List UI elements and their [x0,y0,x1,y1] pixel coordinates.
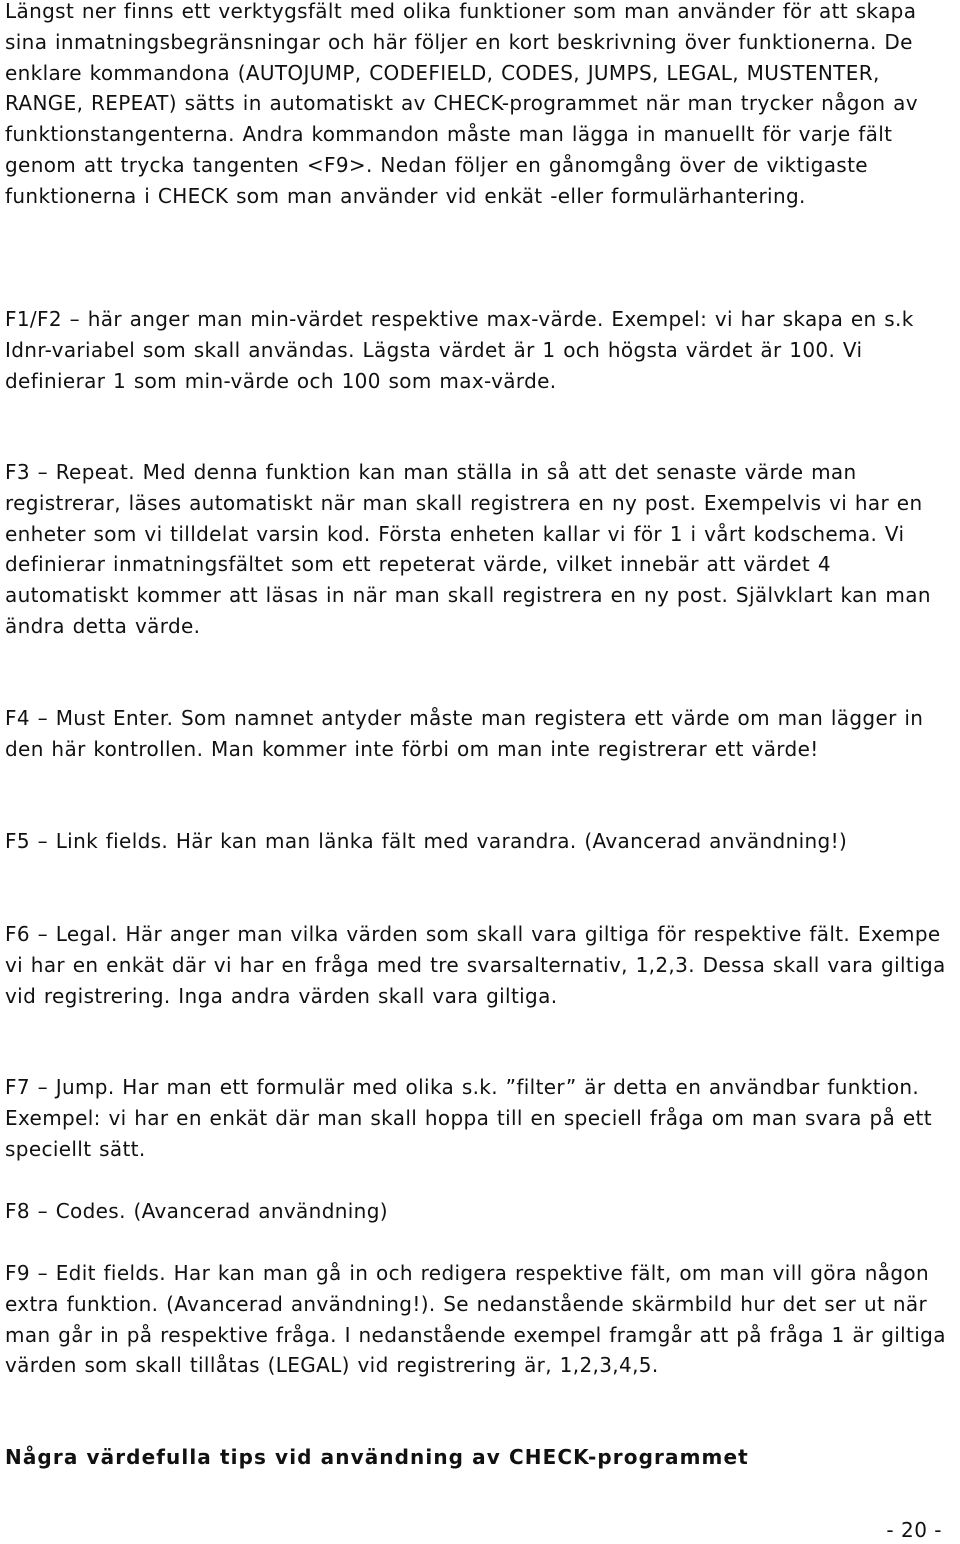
page-number: - 20 - [886,1518,942,1542]
paragraph-f1-f2: F1/F2 – här anger man min-värdet respektive max-värde. Exempel: vi har skapa en s.k Idnr-variabel som skall användas. Lägsta värdet är 1 och högsta värdet är 100. Vi definierar 1 som min-värde och 100 som max-värde. [5,307,914,393]
paragraph-intro: Längst ner finns ett verktygsfält med olika funktioner som man använder för att skapa sina inmatningsbegränsningar och här följer en kort beskrivning över funktionerna. De enklare kommandona (AUTOJUMP, CODEFIELD, CODES, JUMPS, LEGAL, MUSTENTER, RANGE, REPEAT) sätts in automatiskt av CHECK-programmet när man trycker någon av funktionstangenterna. Andra kommandon måste man lägga in manuellt för varje fält genom att trycka tangenten <F9>. Nedan följer en gånomgång över de viktigaste funktionerna i CHECK som man använder vid enkät -eller formulärhantering. [5,0,918,208]
section-heading: Några värdefulla tips vid användning av CHECK-programmet [5,1445,749,1469]
paragraph-f6-legal: F6 – Legal. Här anger man vilka värden som skall vara giltiga för respektive fält. Exempe vi har en enkät där vi har en fråga med tre svarsalternativ, 1,2,3. Dessa skall vara giltiga vid registrering. Inga andra värden skall vara giltiga. [5,922,946,1008]
paragraph-f9-edit-fields: F9 – Edit fields. Har kan man gå in och redigera respektive fält, om man vill göra någon extra funktion. (Avancerad användning!). Se nedanstående skärmbild hur det ser ut när man går in på respektive fråga. I nedanstående exempel framgår att på fråga 1 är giltiga värden som skall tillåtas (LEGAL) vid registrering är, 1,2,3,4,5. [5,1261,946,1378]
paragraph-f4-must-enter: F4 – Must Enter. Som namnet antyder måste man registera ett värde om man lägger in den här kontrollen. Man kommer inte förbi om man inte registrerar ett värde! [5,706,924,761]
paragraph-f5-link-fields: F5 – Link fields. Här kan man länka fält med varandra. (Avancerad användning!) [5,829,848,853]
paragraph-f8-codes: F8 – Codes. (Avancerad användning) [5,1199,388,1223]
paragraph-f7-jump: F7 – Jump. Har man ett formulär med olika s.k. ”filter” är detta en användbar funktion. Exempel: vi har en enkät där man skall hoppa till en speciell fråga om man svara på ett speciellt sätt. [5,1075,932,1161]
paragraph-f3-repeat: F3 – Repeat. Med denna funktion kan man ställa in så att det senaste värde man registrerar, läses automatiskt när man skall registrera en ny post. Exempelvis vi har en enheter som vi tilldelat varsin kod. Första enheten kallar vi för 1 i vårt kodschema. Vi definierar inmatningsfältet som ett repeterat värde, vilket innebär att värdet 4 automatiskt kommer att läsas in när man skall registrera en ny post. Självklart kan man ändra detta värde. [5,460,931,638]
